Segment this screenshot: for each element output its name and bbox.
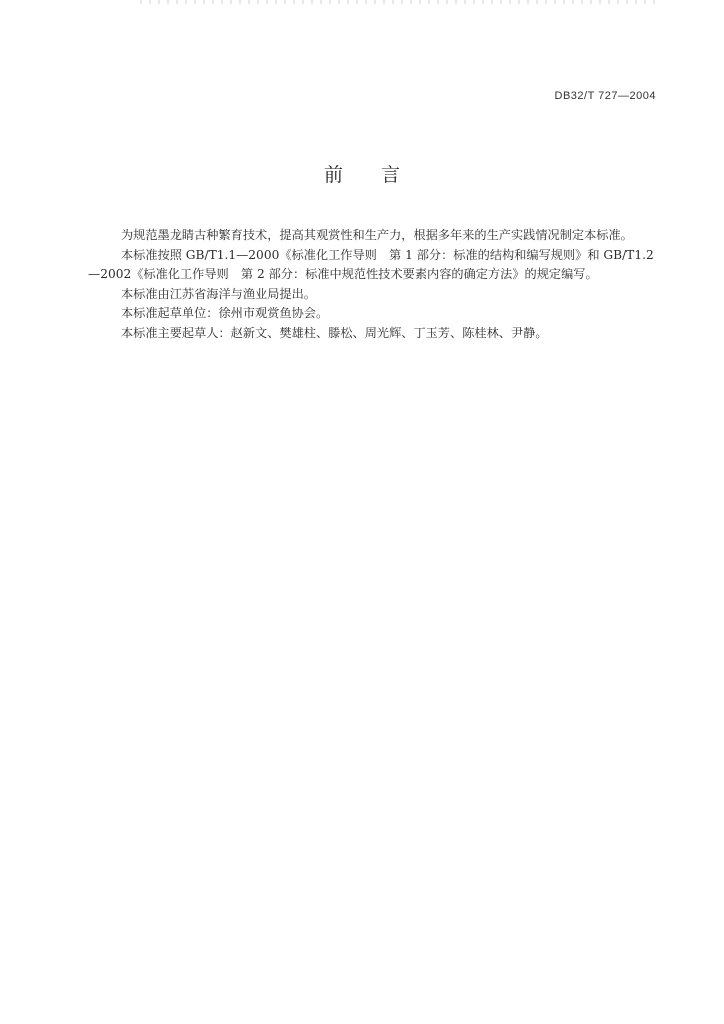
paragraph-purpose: 为规范墨龙睛古种繁育技术，提高其观赏性和生产力，根据多年来的生产实践情况制定本标准。 (121, 228, 633, 242)
standard-code: DB32/T 727—2004 (554, 90, 656, 102)
paragraph-drafting-basis-line-1: 本标准按照 GB/T1.1—2000《标准化工作导则 第 1 部分：标准的结构和编写规则》和 GB/T1.2 (121, 247, 654, 262)
paragraph-main-drafters: 本标准主要起草人：赵新文、樊雄柱、滕松、周光辉、丁玉芳、陈桂林、尹静。 (121, 325, 548, 340)
foreword-body (88, 226, 664, 343)
page-title: 前言 (323, 164, 438, 186)
paragraph-drafting-basis-line-2: —2002《标准化工作导则 第 2 部分：标准中规范性技术要素内容的确定方法》的规定编写。 (88, 267, 598, 281)
paragraph-drafting-unit: 本标准起草单位：徐州市观赏鱼协会。 (121, 306, 329, 320)
scan-artifact (140, 0, 660, 4)
paragraph-proposer: 本标准由江苏省海洋与渔业局提出。 (121, 286, 316, 301)
